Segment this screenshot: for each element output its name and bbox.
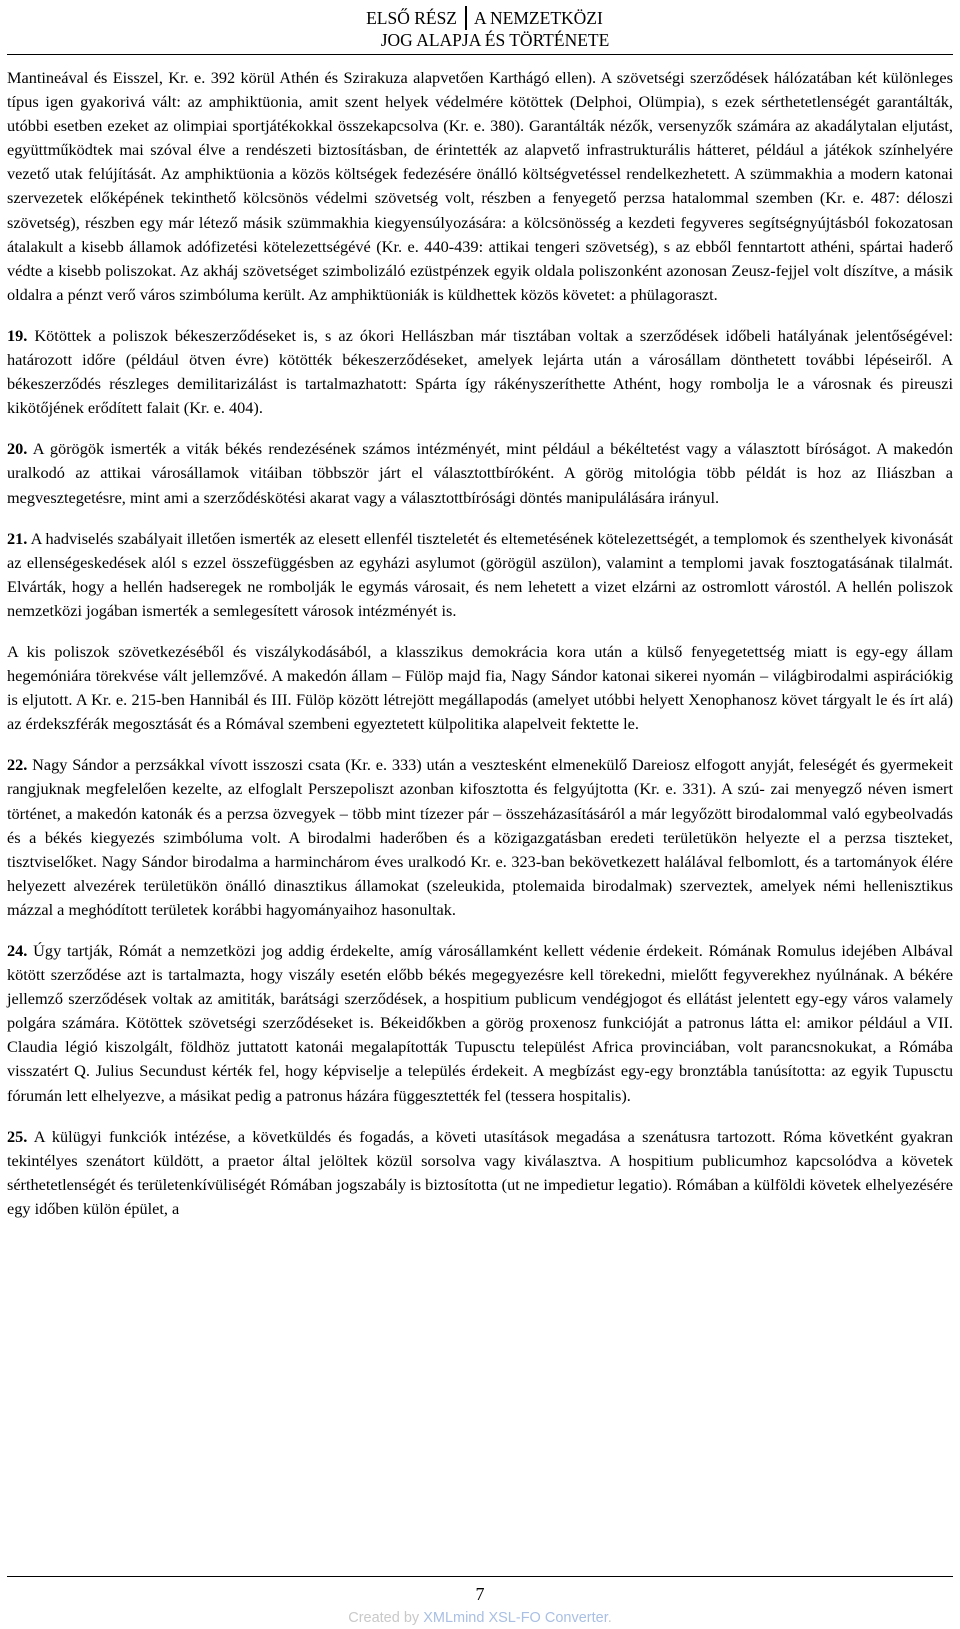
paragraph-text: Kötöttek a poliszok békeszerződéseket is, s az ókori Hellászban már tisztában voltak a szerződések időbeli hatályának jelentőségével: határozott időre (például ötven évre) kötötték békeszerződéseket, amelyek lejárta után a városállam dönthetett további lépéseiről. A békeszerződés részleges demilitarizálást is tartalmazhatott: Spárta így rákényszeríthette Athént, hogy rombolja le a városnak és pireuszi kikötőjének erődített falait (Kr. e. 404). <box>7 325 953 418</box>
paragraph-text: A hadviselés szabályait illetően ismerték az elesett ellenfél tiszteletét és eltemetésének kötelezettségét, a templomok és szenthelyek kivonását az ellenségeskedések alól s ezzel összefüggésben az egyházi asylumot (görögül aszülon), valamint a templomi javak fosztogatásának tilalmát. Elvárták, hogy a hellén hadseregek ne rombolják le egymás városait, és nem lehetett a vizet elzárni az ostromlott várostól. A hellén poliszok nemzetközi jogában ismerték a semlegesített városok intézményét is. <box>7 528 953 620</box>
header-rule <box>7 54 953 55</box>
paragraph-24 <box>7 939 953 1108</box>
paragraph-text: A kis poliszok szövetkezéséből és viszálykodásából, a klasszikus demokrácia kora után a külső fenyegetettség miatt is egy-egy állam hegemóniára törekvése vált jellemzővé. A makedón állam – Fülöp majd fia, Nagy Sándor katonai sikerei nyomán – világbirodalmi aspirációkig is eljutott. A Kr. e. 215-ben Hannibál és III. Fülöp között létrejött megállapodás (amelyet utóbbi helyett Xenophanosz követ tárgyalt le és írt alá) az érdekszférák megosztását és a Rómával szembeni egyeztetett külpolitika alapelveit fektette le. <box>7 641 953 734</box>
paragraph-21 <box>7 527 953 623</box>
paragraph-text: Mantineával és Eisszel, Kr. e. 392 körül Athén és Szirakuza alapvetően Karthágó ellen). A szövetségi szerződések hálózatában két különleges típus igen gyakorivá vált: az amphiktüonia, amit szent helyek védelmére kötöttek (Delphoi, Olümpia), s ezek sérthetetlenségét garantálták, utóbbi esetben ezeket az olimpiai sportjátékokkal összekapcsolva (Kr. e. 380). Garantálták nézők, versenyzők számára az akadálytalan eljutást, együttműködtek mai szóval élve a rendészeti biztosításban, de érintették az alapvető infrastrukturális hátteret, például a játékok színhelyére vezető utak felújítását. Az amphiktüonia a közös költségek fedezésére önálló költségvetéssel rendelkezhetett. A szümmakhia a modern katonai szervezetek előképének tekinthető kölcsönös védelmi szövetség volt, részben a fenyegető perzsa hatalommal szemben (Kr. e. 487: déloszi szövetség), részben egy már létező másik szümmakhia kiegyensúlyozására: a kölcsönösség a kezdeti fegyveres segítségnyújtásból fokozatosan átalakult a kisebb államok adófizetési kötelezettségévé (Kr. e. 440-439: attikai tengeri szövetség), s az ebből fenntartott athéni, spártai haderő védte a kisebb poliszokat. Az akháj szövetséget szimbolizáló ezüstpénzek egyik oldala poliszonként azonosan Zeusz-fejjel volt díszítve, a másik oldalra a pénzt verő város szimbóluma került. Az amphiktüoniák is küldhettek közös követet: a phülagoraszt. <box>7 68 953 304</box>
paragraph-22 <box>7 753 953 922</box>
page-number: 7 <box>475 1584 485 1604</box>
paragraph-20 <box>7 437 953 509</box>
paragraph-number: 19. <box>7 325 28 345</box>
header-separator <box>465 6 467 30</box>
document-body <box>7 66 953 1238</box>
header-title-line1: A NEMZETKÖZI <box>474 8 603 28</box>
header-title-line2: JOG ALAPJA ÉS TÖRTÉNETE <box>380 30 610 50</box>
paragraph-text: Úgy tartják, Rómát a nemzetközi jog addig érdekelte, amíg városállamként kellett védenie érdekeit. Rómának Romulus idejében Albával kötött szerződése azt is tartalmazta, hogy viszály esetén előbb békés megegyezésre kell törekedni, mielőtt fegyverekhez nyúlnának. A békére jellemző szerződések voltak az amititák, barátsági szerződések, a hospitium publicum vendégjogot és ellátást jelentett egy-egy város valamely polgára számára. Kötöttek szövetségi szerződéseket is. Békeidőkben a görög proxenosz funkcióját a patronus látta el: amikor például a VII. Claudia légió kiszolgált, földhöz juttatott katonái megalapították Tupusctu települést Africa provinciában, volt parancsnokukat, a Rómába visszatért Q. Julius Secundust kérték fel, hogy képviselje a település érdekeit. A megbízást egy-egy bronztábla tanúsította: az egyik Tupusctu fórumán lett elhelyezve, a másikat pedig a patronus házára függesztették fel (tessera hospitalis). <box>7 941 953 1105</box>
paragraph-number: 25. <box>7 1126 28 1146</box>
paragraph-25 <box>7 1125 953 1221</box>
paragraph-number: 22. <box>7 755 28 775</box>
footer-rule <box>7 1576 953 1577</box>
paragraph-number: 21. <box>7 528 28 548</box>
header-part-label: ELSŐ RÉSZ <box>366 8 457 28</box>
credit-suffix: . <box>607 1610 612 1626</box>
paragraph-number: 24. <box>7 941 28 960</box>
paragraph-19 <box>7 324 953 420</box>
paragraph <box>7 66 953 307</box>
credit-brand-link[interactable]: XMLmind XSL-FO Converter <box>423 1610 608 1626</box>
paragraph-text: A görögök ismerték a viták békés rendezésének számos intézményét, mint például a békéltetést vagy a választott bíróságot. A makedón uralkodó az attikai városállamok vitáiban többször járt el választottbíróként. A görög mitológia több példát is hoz az Iliászban a megvesztegetésre, mint ami a szerződéskötési akarat vagy a választottbírósági döntés manipulálására irányul. <box>7 439 953 507</box>
paragraph-text: Nagy Sándor a perzsákkal vívott isszoszi csata (Kr. e. 333) után a vesztesként elmenekülő Dareiosz elfogott anyját, feleségét és gyermekeit rangjuknak megfelelően kezelte, az elfoglalt Perszepoliszt azonban kifosztotta és felgyújtotta (Kr. e. 331). A szú- zai menyegző néven ismert történet, a makedón katonák és a perzsa özvegyek – több mint tízezer pár – összeházasításáról a már legyőzött birodalommal való egybeolvadás és a békés kiegyezés szimbóluma volt. A birodalmi haderőben és a közigazgatásban eredeti területükön helyezte el a perzsa tiszteket, tisztviselőket. Nagy Sándor birodalma a harminchárom éves uralkodó Kr. e. 323-ban bekövetkezett halálával felbomlott, és a tartományok élére helyezett alvezérek területükön önálló dinasztikus államokat (szeleukida, ptolemaida birodalmak) szerveztek, amelyek némi hellenisztikus mázzal a meghódított területek korábbi hagyományaihoz hasonultak. <box>7 755 953 919</box>
page-header <box>0 4 960 50</box>
credit-prefix: Created by <box>348 1610 424 1626</box>
converter-credit <box>0 1609 960 1627</box>
paragraph-text: A külügyi funkciók intézése, a követküldés és fogadás, a követi utasítások megadása a szenátusra tartozott. Róma követként gyakran tekintélyes szenátort küldött, a praetor által jelöltek közül sorsolva vagy kiválasztva. A hospitium publicumhoz kapcsolódva a követek sérthetetlenségét és területenkívüliségét Rómában jogszabály is biztosította (ut ne impedietur legatio). Rómában a külföldi követek elhelyezésére egy időben külön épület, a <box>7 1126 953 1218</box>
paragraph-number: 20. <box>7 439 28 459</box>
paragraph <box>7 640 953 736</box>
